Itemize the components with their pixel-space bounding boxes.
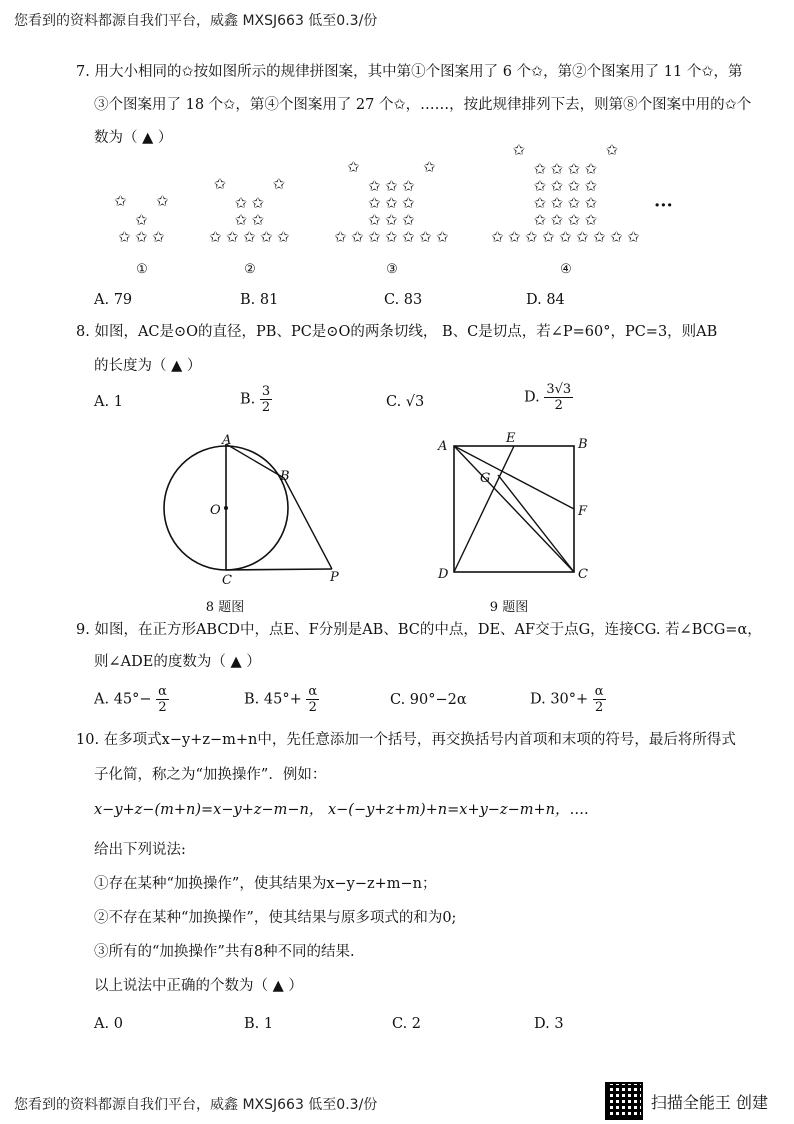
star-icon: ✩ [576,228,589,246]
star-icon: ✩ [402,228,415,246]
star-icon: ✩ [525,228,538,246]
star-icon: ✩ [114,192,127,210]
q9-diagonal-ac [454,446,574,572]
star-icon: ✩ [368,228,381,246]
star-icon: ✩ [334,228,347,246]
q8-option-b-den: 2 [261,400,271,415]
star-icon: ✩ [533,177,547,195]
star-icon: ✩ [118,228,131,246]
q8-option-d [524,382,573,413]
star-icon: ✩ [385,228,398,246]
star-icon: ✩ [368,211,381,229]
q8-option-c: C. √3 [386,394,425,410]
star-icon: ✩ [542,228,555,246]
q8-tangent-pb [284,478,332,569]
q8-option-d-den: 2 [554,398,563,413]
star-icon: ✩ [436,228,449,246]
star-icon: ✩ [152,228,165,246]
q10-option-c: C. 2 [392,1016,422,1032]
q9-line-de [454,446,514,572]
star-icon: ✩ [402,194,415,212]
q9-label-e: E [506,431,516,446]
q9-label-c: C [578,567,588,582]
q8-label-o: O [210,503,221,518]
star-icon: ✩ [491,228,504,246]
star-icon: ✩ [385,194,398,212]
q7-ellipsis: ··· [654,195,673,216]
q8-line2: 的长度为（ ▲ ） [94,358,202,374]
q7-fig-label-3: ③ [386,262,398,277]
q9-option-a-den: 2 [158,700,167,715]
footer-brand [605,1082,768,1120]
q9-option-c: C. 90°−2α [390,692,467,708]
q8-chord-ab [226,444,284,478]
q9-line1: 9. 如图，在正方形ABCD中，点E、F分别是AB、BC的中点，DE、AF交于点G，连接CG. 若∠BCG=α， [76,622,762,638]
q8-option-b-fraction [260,384,272,415]
star-icon: ✩ [550,211,564,229]
q8-option-b [240,384,272,415]
q10-line2: 子化简，称之为“加换操作”．例如： [94,767,327,783]
q8-option-b-num: 3 [261,384,271,399]
star-icon: ✩ [368,177,381,195]
star-icon: ✩ [209,228,222,246]
q9-option-a-fraction [156,684,169,715]
star-icon: ✩ [135,211,148,229]
q10-line3: x−y+z−(m+n)=x−y+z−m−n， x−(−y+z+m)+n=x+y−z−m+n，…. [94,802,589,818]
q9-option-b-num: α [308,684,318,699]
q10-line8: 以上说法中正确的个数为（ ▲ ） [94,978,303,994]
q9-option-a-prefix: A. 45°− [94,691,152,708]
q8-label-a: A [222,433,232,448]
q10-option-d: D. 3 [534,1016,564,1032]
q7-fig-label-4: ④ [560,262,572,277]
star-icon: ✩ [567,160,581,178]
star-icon: ✩ [402,177,415,195]
star-icon: ✩ [135,228,148,246]
q10-line4: 给出下列说法: [94,842,186,858]
q8-option-d-prefix: D. [524,389,540,406]
q7-option-b: B. 81 [240,292,279,308]
q10-option-a: A. 0 [94,1016,123,1032]
q8-label-c: C [222,573,232,588]
q7-option-c: C. 83 [384,292,423,308]
q9-figure [430,430,600,590]
star-icon: ✩ [347,158,360,176]
q9-line2: 则∠ADE的度数为（ ▲ ） [94,654,261,670]
q9-option-b-prefix: B. 45°+ [244,691,302,708]
star-icon: ✩ [593,228,606,246]
q8-line1: 8. 如图，AC是⊙O的直径，PB、PC是⊙O的两条切线， B、C是切点，若∠P=60°，PC=3，则AB [76,324,718,340]
q9-label-a: A [438,439,448,454]
star-icon: ✩ [385,177,398,195]
q8-option-d-num: 3√3 [546,382,572,397]
q9-line-af [454,446,574,509]
q9-option-d-num: α [594,684,604,699]
q7-option-a: A. 79 [94,292,133,308]
star-icon: ✩ [610,228,623,246]
q9-label-b: B [578,437,588,452]
star-icon: ✩ [550,194,564,212]
star-icon: ✩ [550,177,564,195]
star-icon: ✩ [419,228,432,246]
q9-figure-caption: 9 题图 [489,600,529,615]
star-icon: ✩ [533,194,547,212]
q9-option-a-num: α [158,684,167,699]
q8-option-a: A. 1 [94,394,123,410]
q8-label-b: B [280,469,290,484]
star-icon: ✩ [584,211,598,229]
star-icon: ✩ [584,194,598,212]
star-icon: ✩ [567,177,581,195]
q10-line1: 10. 在多项式x−y+z−m+n中，先任意添加一个括号，再交换括号内首项和末项的符号，最后将所得式 [76,732,736,748]
q10-option-b: B. 1 [244,1016,274,1032]
star-icon: ✩ [156,192,169,210]
star-icon: ✩ [533,211,547,229]
star-icon: ✩ [251,211,265,229]
star-icon: ✩ [584,160,598,178]
star-icon: ✩ [272,175,286,193]
q8-tangent-pc [226,569,332,570]
q9-option-a [94,684,169,715]
q8-figure [150,430,370,590]
star-icon: ✩ [508,228,521,246]
q7-fig-label-1: ① [136,262,148,277]
star-icon: ✩ [368,194,381,212]
footer-brand-text: 扫描全能王 创建 [650,1092,768,1112]
star-icon: ✩ [423,158,436,176]
qr-code-icon [605,1082,643,1120]
star-icon: ✩ [402,211,415,229]
star-icon: ✩ [251,194,265,212]
watermark-bottom: 您看到的资料都源自我们平台，威鑫 MXSJ663 低至0.3/份 [14,1097,378,1113]
q9-option-d-den: 2 [595,700,604,715]
star-icon: ✩ [533,160,547,178]
q9-label-d: D [438,567,449,582]
q9-option-d [530,684,606,715]
star-icon: ✩ [567,194,581,212]
q9-option-b-den: 2 [308,700,317,715]
q7-line2: ③个图案用了 18 个✩，第④个图案用了 27 个✩，……，按此规律排列下去，则第⑧个图案中用的✩个 [94,97,752,113]
q9-label-f: F [578,504,588,519]
q10-line6: ②不存在某种“加换操作”，使其结果与原多项式的和为0; [94,910,457,926]
star-icon: ✩ [605,141,619,159]
q7-option-d: D. 84 [526,292,565,308]
star-icon: ✩ [385,211,398,229]
star-icon: ✩ [567,211,581,229]
star-icon: ✩ [512,141,526,159]
q8-figure-caption: 8 题图 [205,600,245,615]
star-icon: ✩ [213,175,227,193]
q9-label-g: G [480,471,491,486]
q9-option-b-fraction [306,684,319,715]
star-icon: ✩ [559,228,572,246]
q8-option-b-prefix: B. [240,391,256,408]
q8-label-p: P [330,570,339,585]
star-icon: ✩ [584,177,598,195]
q7-line3: 数为（ ▲ ） [94,130,173,146]
star-icon: ✩ [627,228,640,246]
star-icon: ✩ [260,228,273,246]
watermark-top: 您看到的资料都源自我们平台，威鑫 MXSJ663 低至0.3/份 [14,13,378,29]
q7-line1: 7. 用大小相同的✩按如图所示的规律拼图案，其中第①个图案用了 6 个✩，第②个图案用了 11 个✩，第 [76,64,743,80]
star-icon: ✩ [243,228,256,246]
q7-fig-label-2: ② [244,262,256,277]
q10-line7: ③所有的“加换操作”共有8种不同的结果. [94,944,355,960]
q8-center-dot [224,506,228,510]
star-icon: ✩ [226,228,239,246]
star-icon: ✩ [234,194,248,212]
star-icon: ✩ [277,228,290,246]
q10-line5: ①存在某种“加换操作”，使其结果为x−y−z+m−n； [94,876,437,892]
q8-option-d-fraction [544,382,573,413]
star-icon: ✩ [234,211,248,229]
star-icon: ✩ [351,228,364,246]
q9-option-d-prefix: D. 30°+ [530,691,589,708]
star-icon: ✩ [550,160,564,178]
q9-option-d-fraction [593,684,606,715]
q9-option-b [244,684,319,715]
